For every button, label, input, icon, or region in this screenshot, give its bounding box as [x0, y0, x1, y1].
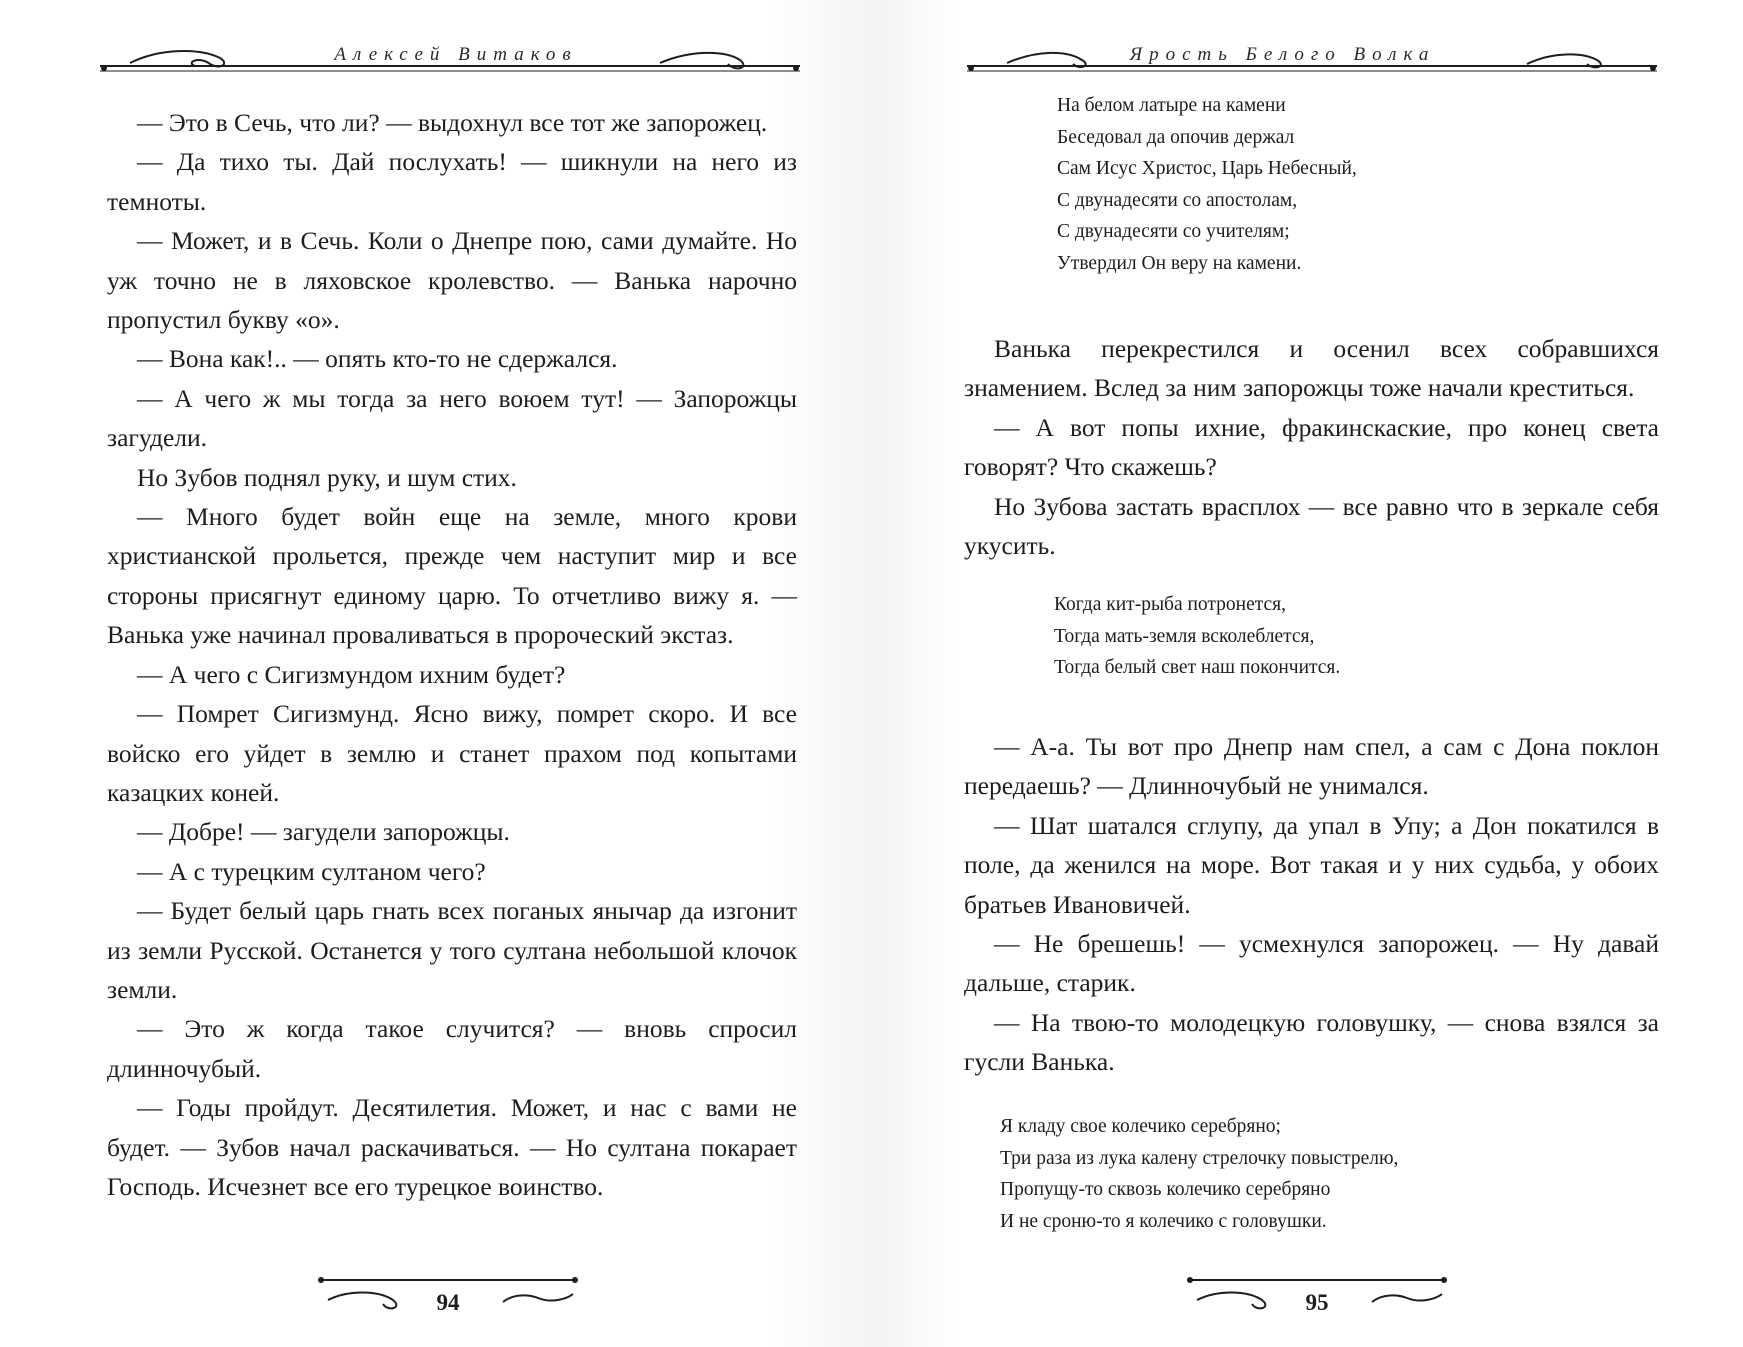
paragraph: — А чего ж мы тогда за него воюем тут! — Запорожцы загудели.	[107, 383, 797, 453]
verse-line: Тогда белый свет наш покончится.	[1054, 657, 1341, 678]
paragraph: — Может, и в Сечь. Коли о Днепре пою, сами думайте. Но уж точно не в ляховское кролевство. — Ванька нарочно пропустил букву «о».	[107, 226, 797, 335]
page-number-right: 95	[1305, 1290, 1329, 1315]
right-page	[872, 0, 1743, 1347]
paragraph: — Помрет Сигизмунд. Ясно вижу, помрет скоро. И все войско его уйдет в землю и станет прахом под копытами казацких коней.	[107, 699, 797, 807]
verse-block-2	[1054, 589, 1340, 684]
paragraph: — А-а. Ты вот про Днепр нам спел, а сам с Дона поклон передаешь? — Длинночубый не унимался.	[964, 732, 1659, 801]
paragraph: — А вот попы ихние, фракинскаские, про конец света говорят? Что скажешь?	[964, 412, 1659, 482]
paragraph: — Будет белый царь гнать всех поганых янычар да изгонит из земли Русской. Останется у того султана небольшой клочок земли.	[107, 896, 797, 1004]
left-body-text	[107, 103, 797, 1206]
verse-line: С двунадесяти со учителям;	[1057, 221, 1290, 242]
paragraph: Но Зубова застать врасплох — все равно что в зеркале себя укусить.	[964, 491, 1659, 561]
verse-line: Три раза из лука калену стрелочку повыстрелю,	[1000, 1147, 1399, 1169]
running-head-title: Ярость Белого Волка	[1129, 44, 1436, 65]
paragraph: — Это ж когда такое случится? — вновь спросил длинночубый.	[107, 1014, 797, 1083]
verse-block-1	[1057, 90, 1357, 279]
paragraph: — Да тихо ты. Дай послухать! — шикнули на него из темноты.	[107, 147, 797, 216]
page-number-left: 94	[436, 1290, 460, 1315]
verse-line: Когда кит-рыба потронется,	[1054, 594, 1287, 615]
verse-line: Беседовал да опочив держал	[1057, 126, 1295, 148]
verse-line: И не сроню-то я колечико с головушки.	[1000, 1210, 1327, 1232]
right-body-text-2	[964, 727, 1659, 1082]
paragraph: — На твою-то молодецкую головушку, — снова взялся за гусли Ванька.	[964, 1007, 1659, 1077]
verse-line: На белом латыре на камени	[1057, 95, 1286, 116]
verse-line: Сам Исус Христос, Царь Небесный,	[1057, 158, 1357, 179]
verse-line: С двунадесяти со апостолам,	[1057, 189, 1298, 211]
verse-line: Я кладу свое колечико серебряно;	[1000, 1116, 1281, 1137]
paragraph: — Шат шатался сглупу, да упал в Упу; а Дон покатился в поле, да женился на море. Вот такая и у них судьба, у обоих братьев Ивановичей.	[964, 810, 1659, 919]
verse-line: Тогда мать-земля всколеблется,	[1054, 625, 1315, 647]
paragraph: — Много будет войн еще на земле, много крови христианской прольется, прежде чем наступит мир и все стороны присягнут единому царю. То отчетливо вижу я. — Ванька уже начинал проваливаться в пророческий экстаз.	[107, 502, 797, 650]
paragraph: — Годы пройдут. Десятилетия. Может, и нас с вами не будет. — Зубов начал раскачиваться. — Но султана покарает Господь. Исчезнет все его турецкое воинство.	[107, 1093, 797, 1201]
paragraph: — Не брешешь! — усмехнулся запорожец. — Ну давай дальше, старик.	[964, 929, 1659, 998]
paragraph: — А с турецким султаном чего?	[137, 856, 486, 886]
paragraph: — Вона как!.. — опять кто-то не сдержался.	[137, 344, 618, 374]
paragraph: Но Зубов поднял руку, и шум стих.	[137, 462, 517, 492]
paragraph: Ванька перекрестился и осенил всех собравшихся знамением. Вслед за ним запорожцы тоже начали креститься.	[964, 334, 1659, 403]
paragraph: — А чего с Сигизмундом ихним будет?	[137, 659, 566, 689]
paragraph: — Добре! — загудели запорожцы.	[137, 817, 510, 847]
right-body-text-1	[964, 329, 1659, 565]
verse-block-3	[1000, 1111, 1398, 1237]
verse-line: Пропущу-то сквозь колечико серебряно	[1000, 1179, 1331, 1200]
paragraph: — Это в Сечь, что ли? — выдохнул все тот же запорожец.	[137, 108, 768, 137]
verse-line: Утвердил Он веру на камени.	[1057, 252, 1302, 274]
running-head-author: Алексей Витаков	[334, 44, 578, 65]
